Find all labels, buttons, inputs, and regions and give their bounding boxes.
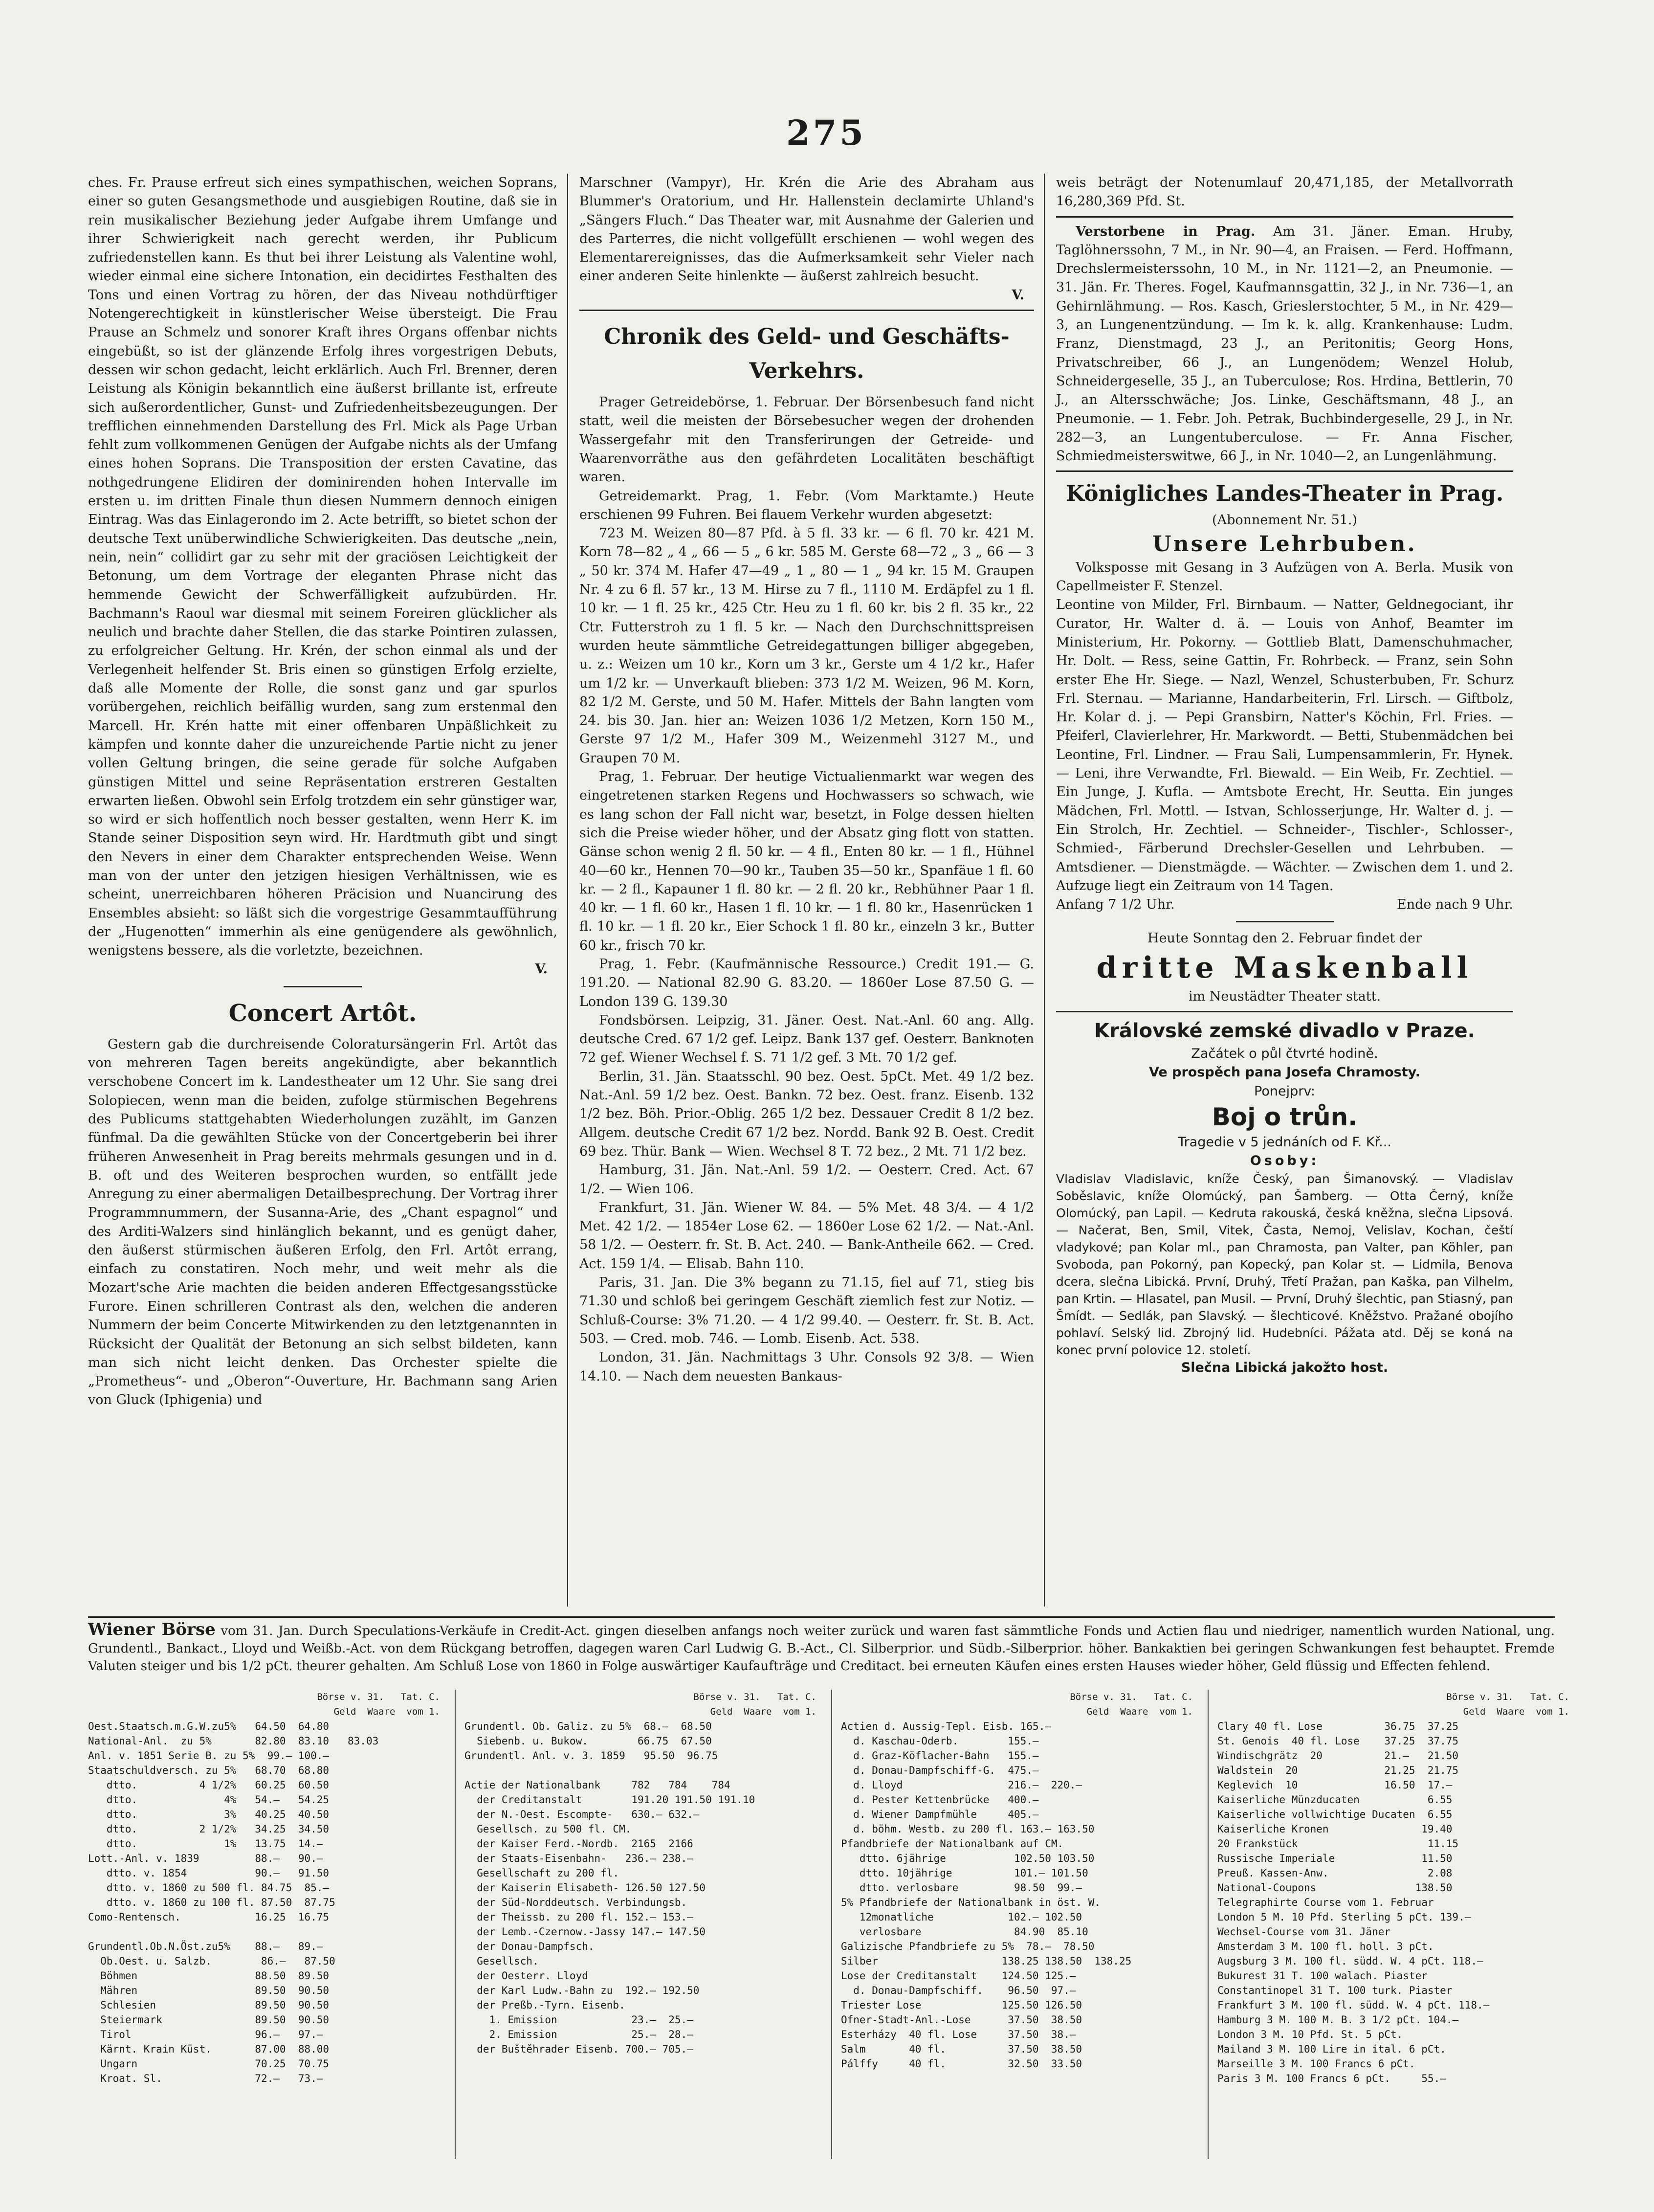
bourse-row: dtto. 1% 13.75 14.— bbox=[88, 1838, 323, 1850]
bourse-row: Preuß. Kassen-Anw. 2.08 bbox=[1217, 1867, 1453, 1879]
fondsbourse-leipzig-text: Fondsbörsen. Leipzig, 31. Jäner. Oest. Nat.-Anl. 60 ang. Allg. deutsche Cred. 67 1/2 gef. Leipz. Bank 137 gef. Oesterr. Banknoten 72 gef. Wiener Wechsel f. S. 71 1/2 gef. 3 Mt. 70 1/2 gef. bbox=[579, 1012, 1034, 1066]
bourse-table-1 bbox=[88, 1690, 440, 2159]
bourse-row: Como-Rentensch. 16.25 16.75 bbox=[88, 1911, 330, 1923]
bourse-row: dtto. verlosbare 98.50 99.— bbox=[841, 1882, 1082, 1894]
bourse-row: Windischgrätz 20 21.— 21.50 bbox=[1217, 1750, 1459, 1762]
theatre-heading: Königliches Landes-Theater in Prag. bbox=[1065, 481, 1504, 507]
play-times bbox=[1056, 895, 1513, 914]
bourse-row: dtto. v. 1854 90.— 91.50 bbox=[88, 1867, 330, 1879]
vienna-bourse-section bbox=[88, 1616, 1569, 2164]
deaths-section bbox=[1056, 223, 1513, 466]
bourse-row: der Kaiser Ferd.-Nordb. 2165 2166 bbox=[464, 1838, 693, 1850]
play-title: Unsere Lehrbuben. bbox=[1152, 531, 1417, 557]
bourse-row: London 5 M. 10 Pfd. Sterling 5 pCt. 139.— bbox=[1217, 1911, 1471, 1923]
bourse-row: 2. Emission 25.— 28.— bbox=[464, 2029, 693, 2040]
bourse-row: der N.-Oest. Escompte- 630.— 632.— bbox=[464, 1809, 700, 1820]
bourse-row: dtto. v. 1860 zu 100 fl. 87.50 87.75 bbox=[88, 1897, 335, 1908]
bourse-row: Triester Lose 125.50 126.50 bbox=[841, 1999, 1082, 2011]
bourse-row: Actie der Nationalbank 782 784 784 bbox=[464, 1779, 730, 1791]
grain-market-text: Getreidemarkt. Prag, 1. Febr. (Vom Marktamte.) Heute erschienen 99 Fuhren. Bei flauem Verkehr wurden abgesetzt: bbox=[579, 488, 1034, 522]
column-right bbox=[1056, 174, 1513, 1611]
bourse-row: d. Donau-Dampfschiff. 96.50 97.— bbox=[841, 1985, 1076, 1996]
start-time: Anfang 7 1/2 Uhr. bbox=[1056, 897, 1175, 913]
section-divider bbox=[1056, 470, 1513, 472]
czech-premiere: Ponejprv: bbox=[1254, 1083, 1315, 1099]
bourse-row: Frankfurt 3 M. 100 fl. südd. W. 4 pCt. 118.— bbox=[1217, 1999, 1490, 2011]
bourse-row: Ob.Oest. u. Salzb. 86.— 87.50 bbox=[88, 1955, 335, 1967]
bourse-row: der Süd-Norddeutsch. Verbindungsb. bbox=[464, 1897, 687, 1908]
bourse-row: Constantinopel 31 T. 100 turk. Piaster bbox=[1217, 1985, 1453, 1996]
column-left bbox=[88, 174, 557, 1611]
bourse-row: dtto. 4 1/2% 60.25 60.50 bbox=[88, 1779, 330, 1791]
section-divider bbox=[284, 986, 362, 987]
bourse-row: der Donau-Dampfsch. bbox=[464, 1941, 595, 1952]
bourse-row: Kaiserliche Münzducaten 6.55 bbox=[1217, 1794, 1453, 1806]
bourse-table-header: Börse v. 31. Tat. C. Geld Waare vom 1. bbox=[317, 1692, 440, 1717]
bourse-row: Grundentl.Ob.N.Öst.zu5% 88.— 89.— bbox=[88, 1941, 323, 1952]
concert-heading: Concert Artôt. bbox=[228, 999, 417, 1027]
table-rule bbox=[455, 1690, 456, 2159]
bourse-row: Hamburg 3 M. 100 M. B. 3 1/2 pCt. 104.— bbox=[1217, 2014, 1459, 2026]
play-cast: Leontine von Milder, Frl. Birnbaum. — Natter, Geldnegociant, ihr Curator, Hr. Walter d. ä. — Louis von Anhof, Beamter im Ministerium, Hr. Pokorny. — Gottlieb Blatt, Damenschuhmacher, Hr. Dolt. — Ress, seine Gattin, Fr. Rohrbeck. — Franz, sein Sohn erster Ehe Hr. Siege. — Nazl, Wenzel, Schusterbuben, Fr. Schurz Frl. Sternau. — Marianne, Handarbeiterin, Frl. Lirsch. — Giftbolz, Hr. Kolar d. j. — Pepi Gransbirn, Natter's Köchin, Frl. Fries. — Pfeiferl, Clavierlehrer, Hr. Markwordt. — Betti, Stubenmädchen bei Leontine, Frl. Lindner. — Frau Sali, Lumpensammlerin, Fr. Hynek. — Leni, ihre Verwandte, Frl. Biewald. — Ein Weib, Fr. Zechtiel. — Ein Junge, J. Kufla. — Amtsbote Erecht, Hr. Seutta. Ein junges Mädchen, Frl. Mottl. — Istvan, Schlosserjunge, Hr. Walter d. j. — Ein Strolch, Hr. Zechtiel. — Schneider-, Tischler-, Schlosser-, Schmied-, Färberund Drechsler-Gesellen und Lehrbuben. — Amtsdiener. — Dienstmägde. — Wächter. — Zwischen dem 1. und 2. Aufzuge liegt ein Zeitraum von 14 Tagen. bbox=[1056, 597, 1513, 894]
end-time: Ende nach 9 Uhr. bbox=[1397, 897, 1513, 913]
bourse-row: 5% Pfandbriefe der Nationalbank in öst. W. bbox=[841, 1897, 1101, 1908]
finance-chronicle-heading: Chronik des Geld- und Geschäfts-Verkehrs. bbox=[604, 324, 1010, 384]
bourse-row: verlosbare 84.90 85.10 bbox=[841, 1926, 1088, 1938]
fondsbourse-london-text: London, 31. Jän. Nachmittags 3 Uhr. Consols 92 3/8. — Wien 14.10. — Nach dem neuesten Bankaus- bbox=[579, 1350, 1034, 1384]
bourse-table-2 bbox=[464, 1690, 816, 2159]
bourse-row: Böhmen 88.50 89.50 bbox=[88, 1970, 330, 1982]
bourse-row: Russische Imperiale 11.50 bbox=[1217, 1853, 1453, 1864]
opera-review-text: ches. Fr. Prause erfreut sich eines sympathischen, weichen Soprans, einer so guten Gesangsmethode und ausgiebigen Routine, daß sie in rein musikalischer Beziehung jeder Aufgabe ihrem Umfange und ihrer Schwierigkeit nach gerecht werden, ihr Publicum zufriedenstellen kann. Es thut bei ihrer Leistung als Valentine wohl, wieder einmal eine sichere Intonation, ein decidirtes Festhalten des Tons und einen Vortrag zu hören, der das Niveau nothdürftiger Notengerechtigkeit in künstlerischer Weise übersteigt. Die Frau Prause an Schmelz und sonorer Kraft ihres Organs offenbar nichts eingebüßt, so ist der glänzende Erfolg ihres vorgestrigen Debuts, dessen wir schon gedacht, leicht erklärlich. Auch Frl. Brenner, deren Leistung als Königin bekanntlich eine äußerst brillante ist, erfreute sich außerordentlicher, Gunst- und Zufriedenheitsbezeugungen. Der trefflichen einnehmenden Darstellung des Frl. Mick als Page Urban fehlt zum vollkommenen Genügen der Aufgabe nichts als der Umfang eines hohen Soprans. Die Transposition der ersten Cavatine, das nothgedrungene Elidiren der dominirenden hohen Intervalle im ersten u. im dritten Finale thun diesen Nummern dennoch einigen Eintrag. Was das Einlagerondo im 2. Acte betrifft, so bietet schon der deutsche Text unüberwindliche Schwierigkeiten. Das deutsche „nein, nein, nein“ collidirt gar zu sehr mit der graciösen Leichtigkeit der Betonung, um dem Vortrage der eleganten Phrase nicht das hemmende Gewicht der Schwerfälligkeit aufzubürden. Hr. Bachmann's Raoul war diesmal mit seinem Foreiren glücklicher als neulich und brachte daher Stellen, die das starke Pointiren zulassen, zu erfolgreicher Geltung. Hr. Krén, der schon einmal als und der Verlegenheit helfender St. Bris einen so günstigen Erfolg erzielte, daß alle Momente der Rolle, die sonst ganz und gar spurlos vorübergehen, reichlich beifällig wurden, sang zum erstenmal den Marcell. Hr. Krén hatte mit einer offenbaren Unpäßlichkeit zu kämpfen und konnte daher die unzureichende Partie nicht zu jener vollen Geltung bringen, die seine gerade für solche Aufgaben günstigen Mittel und seine Repräsentation erstreren Gestalten erwarten ließen. Obwohl sein Erfolg trotzdem ein sehr günstiger war, so wird er sich hoffentlich noch besser gestalten, wenn Herr K. im Stande seiner Disposition seyn wird. Hr. Hardtmuth gibt und singt den Nevers in einer dem Charakter entsprechenden Weise. Wenn man von der unter den jetzigen hiesigen Verhältnissen, wie es scheint, unerreichbaren höheren Präcision und Nuancirung des Ensembles absieht: so läßt sich die vorgestrige Gesammtaufführung der „Hugenotten“ immerhin als eine genügendere als gewöhnlich, wenigstens bessere, als die vorletzte, bezeichnen. bbox=[88, 175, 557, 959]
bourse-row: dtto. 10jährige 101.— 101.50 bbox=[841, 1867, 1088, 1879]
bourse-row: Gesellsch. zu 500 fl. CM. bbox=[464, 1823, 632, 1835]
section-divider bbox=[1056, 216, 1513, 218]
bourse-row bbox=[464, 1763, 816, 1778]
bourse-row: dtto. 3% 40.25 40.50 bbox=[88, 1809, 330, 1820]
bourse-row: Tirol 96.— 97.— bbox=[88, 2029, 323, 2040]
bourse-row: Lose der Creditanstalt 124.50 125.— bbox=[841, 1970, 1076, 1982]
bourse-tables bbox=[88, 1690, 1569, 2159]
bourse-row: Siebenb. u. Bukow. 66.75 67.50 bbox=[464, 1735, 712, 1747]
table-rule bbox=[831, 1690, 832, 2159]
deaths-text: Am 31. Jäner. Eman. Hruby, Taglöhnerssohn, 7 M., in Nr. 90—4, an Fraisen. — Ferd. Hoffmann, Drechslermeisterssohn, 10 M., in Nr. 1121—2, an Pneumonie. — 31. Jän. Fr. Theres. Fogel, Kaufmannsgattin, 32 J., in Nr. 736—1, an Gehirnlähmung. — Ros. Kasch, Grieslerstochter, 5 M., in Nr. 429—3, an Lungenentzündung. — Im k. k. allg. Krankenhause: Ludm. Franz, Dienstmagd, 23 J., an Peritonitis; Georg Hons, Privatschreiber, 66 J., an Lungenödem; Wenzel Holub, Schneidergeselle, 35 J., an Tuberculose; Ros. Hrdina, Bettlerin, 70 J., an Altersschwäche; Jos. Linke, Geschäftsmann, 48 J., an Pneumonie. — 1. Febr. Joh. Petrak, Buchbindergeselle, 29 J., in Nr. 282—3, an Lungentuberculose. — Fr. Anna Fischer, Schmiedmeisterswitwe, 66 J., in Nr. 1040—2, an Lungenlähmung. bbox=[1056, 223, 1513, 464]
bourse-row: Mähren 89.50 90.50 bbox=[88, 1985, 330, 1996]
bourse-row: National-Anl. zu 5% 82.80 83.10 83.03 bbox=[88, 1735, 379, 1747]
bourse-row: Marseille 3 M. 100 Francs 6 pCt. bbox=[1217, 2058, 1415, 2070]
bourse-row: Waldstein 20 21.25 21.75 bbox=[1217, 1765, 1459, 1776]
bourse-table-header: Börse v. 31. Tat. C. Geld Waare vom 1. bbox=[693, 1692, 816, 1717]
bourse-row: dtto. 2 1/2% 34.25 34.50 bbox=[88, 1823, 330, 1835]
bourse-row: 20 Frankstück 11.15 bbox=[1217, 1838, 1459, 1850]
bourse-row: Gesellsch. bbox=[464, 1955, 539, 1967]
bourse-row: Grundentl. Anl. v. 3. 1859 95.50 96.75 bbox=[464, 1750, 718, 1762]
merchant-ressource-text: Prag, 1. Febr. (Kaufmännische Ressource.) Credit 191.— G. 191.20. — National 82.90 G. 83.20. — 1860er Lose 87.50 G. — London 139 G. 139.30 bbox=[579, 956, 1034, 1009]
czech-start-time: Začátek o půl čtvrté hodině. bbox=[1191, 1046, 1378, 1061]
czech-play-title: Boj o trůn. bbox=[1212, 1102, 1358, 1131]
concert-signature: V. bbox=[1012, 287, 1024, 303]
czech-guest: Slečna Libická jakožto host. bbox=[1181, 1360, 1389, 1376]
bourse-row: d. Kaschau-Oderb. 155.— bbox=[841, 1735, 1039, 1747]
bourse-row: Telegraphirte Course vom 1. Februar bbox=[1217, 1897, 1434, 1908]
bourse-row: d. Wiener Dampfmühle 405.— bbox=[841, 1809, 1039, 1820]
bourse-row: d. böhm. Westb. zu 200 fl. 163.— 163.50 bbox=[841, 1823, 1095, 1835]
bourse-row: Kaiserliche vollwichtige Ducaten 6.55 bbox=[1217, 1809, 1453, 1820]
bourse-row: der Preßb.-Tyrn. Eisenb. bbox=[464, 1999, 625, 2011]
bourse-row: der Kaiserin Elisabeth- 126.50 127.50 bbox=[464, 1882, 706, 1894]
bourse-row: d. Lloyd 216.— 220.— bbox=[841, 1779, 1082, 1791]
page-number: 275 bbox=[786, 112, 867, 153]
deaths-heading: Verstorbene in Prag. bbox=[1076, 223, 1256, 239]
bourse-row: Ofner-Stadt-Anl.-Lose 37.50 38.50 bbox=[841, 2014, 1082, 2026]
bourse-row: London 3 M. 10 Pfd. St. 5 pCt. bbox=[1217, 2029, 1403, 2040]
bourse-row: Oest.Staatsch.m.G.W.zu5% 64.50 64.80 bbox=[88, 1720, 330, 1732]
bourse-row: Kroat. Sl. 72.— 73.— bbox=[88, 2073, 323, 2084]
bourse-row: Gesellschaft zu 200 fl. bbox=[464, 1867, 619, 1879]
bourse-row: d. Donau-Dampfschiff-G. 475.— bbox=[841, 1765, 1039, 1776]
bourse-row: Augsburg 3 M. 100 fl. südd. W. 4 pCt. 118.— bbox=[1217, 1955, 1483, 1967]
column-rule bbox=[567, 174, 568, 1607]
bourse-row: St. Genois 40 fl. Lose 37.25 37.75 bbox=[1217, 1735, 1459, 1747]
bourse-report bbox=[88, 1616, 1555, 1675]
ball-announcement: Heute Sonntag den 2. Februar findet der bbox=[1147, 931, 1422, 946]
bourse-row: Salm 40 fl. 37.50 38.50 bbox=[841, 2043, 1082, 2055]
bourse-row: Steiermark 89.50 90.50 bbox=[88, 2014, 330, 2026]
bourse-table-header: Börse v. 31. Tat. C. Geld Waare vom 1. bbox=[1070, 1692, 1193, 1717]
bourse-row: Mailand 3 M. 100 Lire in ital. 6 pCt. bbox=[1217, 2043, 1446, 2055]
concert-continued-text: Marschner (Vampyr), Hr. Krén die Arie des Abraham aus Blummer's Oratorium, und Hr. Hallenstein declamirte Uhland's „Sängers Fluch.“ Das Theater war, mit Ausnahme der Galerien und des Parterres, die nicht vollgefüllt erschienen — wohl wegen des Elementarereignisses, das die Aufmerksamkeit sehr Vieler nach einer anderen Seite hinlenkte — äußerst zahlreich besucht. bbox=[579, 175, 1034, 284]
column-middle bbox=[579, 174, 1034, 1611]
bourse-row: Paris 3 M. 100 Francs 6 pCt. 55.— bbox=[1217, 2073, 1446, 2084]
bourse-row: Silber 138.25 138.50 138.25 bbox=[841, 1955, 1132, 1967]
review-signature: V. bbox=[535, 961, 548, 977]
bourse-row: 12monatliche 102.— 102.50 bbox=[841, 1911, 1082, 1923]
bourse-table-4 bbox=[1217, 1690, 1569, 2159]
czech-play-subtitle: Tragedie v 5 jednáních od F. Kř... bbox=[1178, 1134, 1391, 1150]
bourse-row: Actien d. Aussig-Tepl. Eisb. 165.— bbox=[841, 1720, 1051, 1732]
bourse-row: Amsterdam 3 M. 100 fl. holl. 3 pCt. bbox=[1217, 1941, 1434, 1952]
grain-exchange-text: Prager Getreidebörse, 1. Februar. Der Börsenbesuch fand nicht statt, weil die meisten der Börsebesucher wegen der drohenden Wassergefahr mit den Transferirungen der Getreide- und Waarenvorräthe aus den gefährdeten Localitäten beschäftigt waren. bbox=[579, 395, 1034, 485]
czech-cast: Vladislav Vladislavic, kníže Český, pan Šimanovský. — Vladislav Soběslavic, kníže Olomúcký, pan Šamberg. — Otta Černý, kníže Olomúcký, pan Lapil. — Kedruta rakouská, česká kněžna, slečna Lipsová. — Načerat, Ben, Smil, Vitek, Časta, Nemoj, Velislav, Kochan, čeští vladykové; pan Kolar ml., pan Chramosta, pan Valter, pan Köhler, pan Svoboda, pan Pokorný, pan Kopecký, pan Kolar st. — Lidmila, Benova dcera, slečna Libická. První, Druhý, Třetí Pražan, pan Kaška, pan Vilhelm, pan Krtin. — Hlasatel, pan Musil. — První, Druhý šlechtic, pan Stiasný, pan Šmídt. — Sedlák, pan Slavský. — šlechticové. Kněžstvo. Pražané obojího pohlaví. Selský lid. Zbrojný lid. Hudebníci. Pážata atd. Děj se koná na konec první polovice 12. století. bbox=[1056, 1172, 1513, 1358]
bourse-row: Galizische Pfandbriefe zu 5% 78.— 78.50 bbox=[841, 1941, 1095, 1952]
abonnement-line: (Abonnement Nr. 51.) bbox=[1212, 513, 1357, 528]
concert-text: Gestern gab die durchreisende Coloratursängerin Frl. Artôt das von mehreren Tagen bereits angekündigte, aber bekanntlich verschobene Concert im k. Landestheater um 12 Uhr. Sie sang drei Solopiecen, wenn man die beiden, zufolge stürmischen Begehrens des Publicums stattgehabten Wiederholungen zuzählt, im Ganzen fünfmal. Da die gewählten Stücke von der Concertgeberin bei ihrer früheren Anwesenheit in Prag bereits mehrmals gesungen und in d. B. oft und des Weiteren besprochen wurden, so entfällt jede Anregung zu einer abermaligen Detailbesprechung. Der Vortrag ihrer Programmnummern, der Susanna-Arie, des „Chant espagnol“ und des Arditi-Walzers sind hinlänglich bekannt, und es genügt daher, den äußerst stürmischen äußeren Erfolg, den Frl. Artôt errang, einfach zu constatiren. Noch mehr, und weit mehr als die Mozart'sche Arie machten die beiden anderen Effectgesangsstücke Furore. Einen schrilleren Contrast als den, welchen die anderen Nummern der beim Concerte Mitwirkenden zu den letztgenannten in Rücksicht der Qualität der Betonung an sich selbst bildeten, kann man sich nicht leicht denken. Das Orchester spielte die „Prometheus“- und „Oberon“-Ouverture, Hr. Bachmann sang Arien von Gluck (Iphigenia) und bbox=[88, 1036, 557, 1408]
victual-market-text: Prag, 1. Februar. Der heutige Victualienmarkt war wegen des eingetretenen starken Regens und Hochwassers so schwach, wie es lang schon der Fall nicht war, besetzt, in Folge dessen hielten sich die Preise wieder höher, und der Absatz ging flott von statten. Gänse schon wenig 2 fl. 50 kr. — 4 fl., Enten 80 kr. — 1 fl., Hühnel 40—60 kr., Hennen 70—90 kr., Tauben 35—50 kr., Spanfäue 1 fl. 60 kr. — 2 fl., Kapauner 1 fl. 80 kr. — 2 fl. 20 kr., Rebhühner Paar 1 fl. 40 kr. — 1 fl. 60 kr., Hasen 1 fl. 10 kr. — 1 fl. 80 kr., Hasenrücken 1 fl. 10 kr. — 1 fl. 20 kr., Eier Schock 1 fl. 80 kr., einzeln 3 kr., Butter 60 kr., frisch 70 kr. bbox=[579, 769, 1034, 953]
play-subtitle: Volksposse mit Gesang in 3 Aufzügen von A. Berla. Musik von Capellmeister F. Stenzel. bbox=[1056, 559, 1513, 594]
bourse-row: dtto. 4% 54.— 54.25 bbox=[88, 1794, 330, 1806]
ball-title: dritte Maskenball bbox=[1096, 950, 1473, 985]
bourse-table-header: Börse v. 31. Tat. C. Geld Waare vom 1. bbox=[1446, 1692, 1569, 1717]
column-rule bbox=[1044, 174, 1045, 1607]
bourse-row: der Creditanstalt 191.20 191.50 191.10 bbox=[464, 1794, 755, 1806]
bourse-row: der Karl Ludw.-Bahn zu 192.— 192.50 bbox=[464, 1985, 700, 1996]
bourse-row: Clary 40 fl. Lose 36.75 37.25 bbox=[1217, 1720, 1459, 1732]
fondsbourse-hamburg-text: Hamburg, 31. Jän. Nat.-Anl. 59 1/2. — Oesterr. Cred. Act. 67 1/2. — Wien 106. bbox=[579, 1162, 1034, 1197]
bourse-row: Keglevich 10 16.50 17.— bbox=[1217, 1779, 1453, 1791]
bourse-row: der Staats-Eisenbahn- 236.— 238.— bbox=[464, 1853, 693, 1864]
bourse-row: Esterházy 40 fl. Lose 37.50 38.— bbox=[841, 2029, 1076, 2040]
bourse-table-3 bbox=[841, 1690, 1193, 2159]
bourse-row: Kärnt. Krain Küst. 87.00 88.00 bbox=[88, 2043, 330, 2055]
czech-benefit: Ve prospěch pana Josefa Chramosty. bbox=[1148, 1065, 1420, 1080]
bourse-row: der Oesterr. Lloyd bbox=[464, 1970, 588, 1982]
section-divider bbox=[1056, 1011, 1513, 1012]
bourse-row: Grundentl. Ob. Galiz. zu 5% 68.— 68.50 bbox=[464, 1720, 712, 1732]
fondsbourse-paris-text: Paris, 31. Jan. Die 3% begann zu 71.15, fiel auf 71, stieg bis 71.30 und schloß bei geringem Geschäft ziemlich fest zur Notiz. — Schluß-Course: 3% 71.20. — 4 1/2 99.40. — Oesterr. fr. St. B. Act. 503. — Cred. mob. 746. — Lomb. Eisenb. Act. 538. bbox=[579, 1275, 1034, 1346]
bourse-row: Pfandbriefe der Nationalbank auf CM. bbox=[841, 1838, 1064, 1850]
bourse-row: Anl. v. 1851 Serie B. zu 5% 99.— 100.— bbox=[88, 1750, 330, 1762]
bourse-row: dtto. 6jährige 102.50 103.50 bbox=[841, 1853, 1095, 1864]
bourse-row: der Lemb.-Czernow.-Jassy 147.— 147.50 bbox=[464, 1926, 706, 1938]
bank-report-text: weis beträgt der Notenumlauf 20,471,185, der Metallvorrath 16,280,369 Pfd. St. bbox=[1056, 175, 1513, 209]
bourse-row: der Theissb. zu 200 fl. 152.— 153.— bbox=[464, 1911, 693, 1923]
bourse-row: National-Coupons 138.50 bbox=[1217, 1882, 1453, 1894]
fondsbourse-berlin-text: Berlin, 31. Jän. Staatsschl. 90 bez. Oest. 5pCt. Met. 49 1/2 bez. Nat.-Anl. 59 1/2 bez. Oest. Bankn. 72 bez. Oest. franz. Eisenb. 132 1/2 bez. Böh. Prior.-Oblig. 265 1/2 bez. Dessauer Credit 8 1/2 bez. Allgem. deutsche Credit 67 1/2 bez. Nordd. Bank 92 B. Oest. Credit 69 bez. Thür. Bank — Wien. Wechsel 8 T. 72 bez., 2 Mt. 71 1/2 bez. bbox=[579, 1069, 1034, 1159]
section-divider bbox=[579, 310, 1034, 311]
bourse-row bbox=[88, 1924, 440, 1939]
ball-location: im Neustädter Theater statt. bbox=[1188, 988, 1381, 1004]
table-rule bbox=[1208, 1690, 1209, 2159]
bourse-row: d. Graz-Köflacher-Bahn 155.— bbox=[841, 1750, 1039, 1762]
fondsbourse-frankfurt-text: Frankfurt, 31. Jän. Wiener W. 84. — 5% Met. 48 3/4. — 4 1/2 Met. 42 1/2. — 1854er Lose 62. — 1860er Lose 62 1/2. — Nat.-Anl. 58 1/2. — Oesterr. fr. St. B. Act. 240. — Bank-Antheile 662. — Cred. Act. 159 1/4. — Elisab. Bahn 110. bbox=[579, 1200, 1034, 1272]
bourse-report-text: vom 31. Jan. Durch Speculations-Verkäufe in Credit-Act. gingen dieselben anfangs noch weiter zurück und waren fast sämmtliche Fonds und Actien flau und niedriger, namentlich wurden National, ung. Grundentl., Bankact., Lloyd und Weißb.-Act. von dem Rückgang betroffen, dagegen waren Carl Ludwig G. B.-Act., Cl. Silberprior. und Südb.-Silberprior. höher. Bankaktien bei geringen Schwankungen fest behauptet. Fremde Valuten steiger und bis 1/2 pCt. theurer gehalten. Am Schluß Lose von 1860 in Folge auswärtiger Kaufaufträge und Creditact. bei erneuten Käufen eines ersten Hauses wieder höher, Geld flüssig und Effecten fehlend. bbox=[88, 1624, 1555, 1674]
bourse-row: der Buštěhrader Eisenb. 700.— 705.— bbox=[464, 2043, 693, 2055]
czech-cast-heading: Osoby: bbox=[1250, 1153, 1320, 1169]
czech-theatre-heading: Královské zemské divadlo v Praze. bbox=[1094, 1019, 1475, 1042]
bourse-row: 1. Emission 23.— 25.— bbox=[464, 2014, 693, 2026]
bourse-row: Lott.-Anl. v. 1839 88.— 90.— bbox=[88, 1853, 323, 1864]
bourse-row: Staatschuldversch. zu 5% 68.70 68.80 bbox=[88, 1765, 330, 1776]
bourse-row: Wechsel-Course vom 31. Jäner bbox=[1217, 1926, 1391, 1938]
section-divider bbox=[1236, 921, 1334, 922]
bourse-row: dtto. v. 1860 zu 500 fl. 84.75 85.— bbox=[88, 1882, 330, 1894]
bourse-heading: Wiener Börse bbox=[88, 1620, 216, 1639]
bourse-row: Bukurest 31 T. 100 walach. Piaster bbox=[1217, 1970, 1428, 1982]
bourse-row: Schlesien 89.50 90.50 bbox=[88, 1999, 330, 2011]
bourse-row: Kaiserliche Kronen 19.40 bbox=[1217, 1823, 1453, 1835]
grain-prices-text: 723 M. Weizen 80—87 Pfd. à 5 fl. 33 kr. — 6 fl. 70 kr. 421 M. Korn 78—82 „ 4 „ 66 — 5 „ 6 kr. 585 M. Gerste 68—72 „ 3 „ 66 — 3 „ 50 kr. 374 M. Hafer 47—49 „ 1 „ 80 — 1 „ 94 kr. 15 M. Graupen Nr. 4 zu 6 fl. 57 kr., 13 M. Hirse zu 7 fl., 1110 M. Erdäpfel zu 1 fl. 10 kr. — 1 fl. 25 kr., 425 Ctr. Heu zu 1 fl. 60 kr. bis 2 fl. 35 kr., 22 Ctr. Futterstroh zu 1 fl. 5 kr. — Nach den Durchschnittspreisen wurden heute sämmtliche Getreidegattungen billiger abgegeben, u. z.: Weizen um 10 kr., Korn um 3 kr., Gerste um 4 1/2 kr., Hafer um 1/2 kr. — Unverkauft blieben: 373 1/2 M. Weizen, 96 M. Korn, 82 1/2 M. Gerste, und 50 M. Hafer. Mittels der Bahn langten vom 24. bis 30. Jan. hier an: Weizen 1036 1/2 Metzen, Korn 150 M., Gerste 97 1/2 M., Hafer 309 M., Weizenmehl 3127 M., und Graupen 70 M. bbox=[579, 526, 1034, 766]
bourse-row: d. Pester Kettenbrücke 400.— bbox=[841, 1794, 1039, 1806]
bourse-row: Ungarn 70.25 70.75 bbox=[88, 2058, 330, 2070]
bourse-row: Pálffy 40 fl. 32.50 33.50 bbox=[841, 2058, 1082, 2070]
